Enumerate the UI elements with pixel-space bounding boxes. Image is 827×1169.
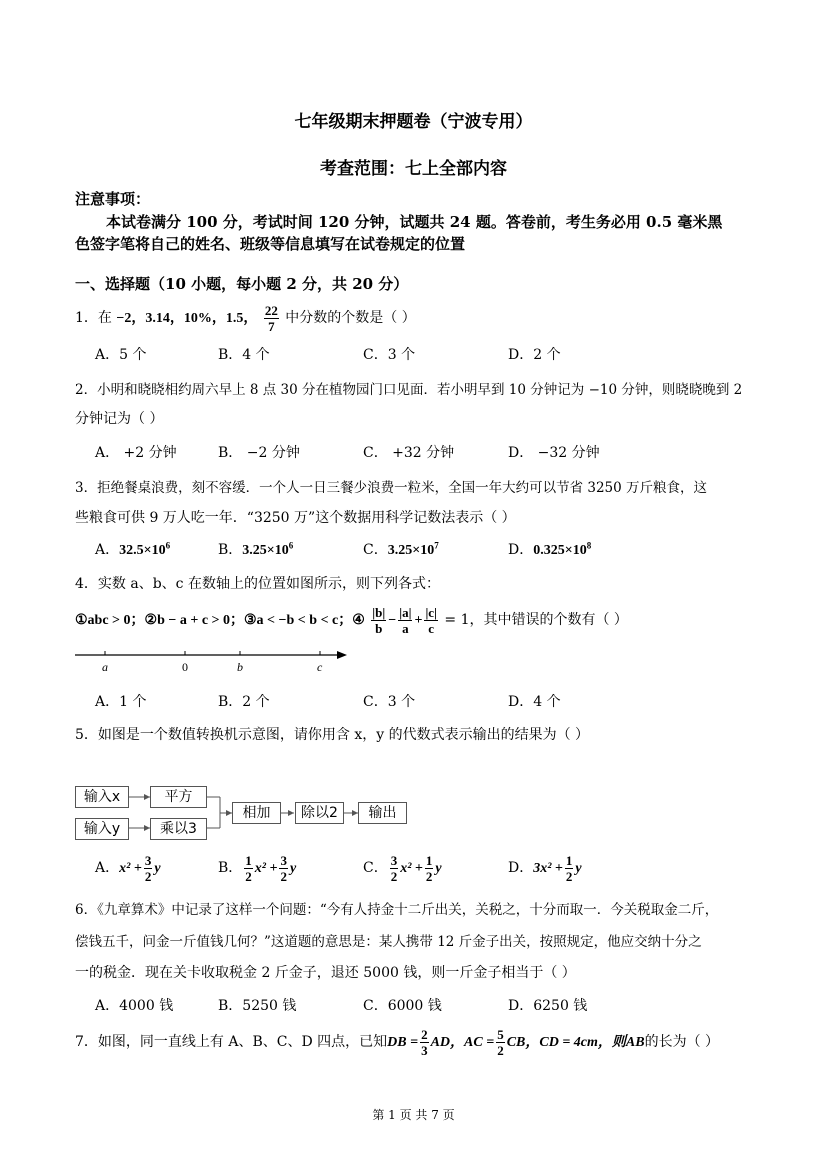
q3-line2: 些粮食可供 9 万人吃一年．“3250 万”这个数据用科学记数法表示（ ） [75, 510, 516, 526]
q3-line1: 3．拒绝餐桌浪费，刻不容缓．一个人一日三餐少浪费一粒米，全国一年大约可以节省 3250 万斤粮食，这 [75, 480, 708, 496]
notice-line1: 本试卷满分 100 分，考试时间 120 分钟，试题共 24 题。答卷前，考生务必用 0.5 毫米黑 [106, 213, 723, 231]
q3-option-b-base: 3.25×10 [242, 543, 289, 558]
q3-option-b-label: B． [218, 542, 243, 558]
q4-frac3 [424, 606, 438, 635]
q5-a-frac [144, 854, 153, 883]
q7-f2n: 5 [497, 1026, 504, 1042]
q3-option-d[interactable] [508, 539, 591, 559]
q6-option-a[interactable]: A．4000 钱 [95, 998, 174, 1014]
q7-p4: CB，CD = 4cm，则 [506, 1035, 626, 1050]
q4-s2: = 1，其中错误的个数有（ ） [444, 612, 628, 628]
q4-frac1-num: |b| [372, 604, 386, 620]
q5-a-post: y [154, 861, 161, 876]
question-1 [75, 300, 416, 336]
q1-option-c[interactable]: C．3 个 [363, 347, 416, 363]
q1-option-a[interactable]: A．5 个 [95, 347, 147, 363]
q1-frac-den: 7 [268, 318, 275, 334]
q5-option-d[interactable] [508, 850, 582, 886]
q5-c-frac2 [425, 854, 434, 883]
q2-option-a[interactable]: A． +2 分钟 [95, 445, 177, 461]
q6-option-c[interactable]: C．6000 钱 [363, 998, 442, 1014]
q5-c-label: C． [363, 860, 388, 876]
q6-line1: 6．《九章算术》中记录了这样一个问题：“今有人持金十二斤出关，关税之，十分而取一．今关税取金二斤， [75, 902, 719, 918]
label-a: a [102, 660, 108, 674]
q4-line1: 4．实数 a、b、c 在数轴上的位置如图所示，则下列各式： [75, 576, 440, 592]
q5-d-frac [565, 854, 574, 883]
q4-option-c[interactable]: C．3 个 [363, 694, 416, 710]
page-footer: 第 1 页 共 7 页 [372, 1108, 455, 1122]
q4-option-b[interactable]: B．2 个 [218, 694, 270, 710]
arrowhead-4 [288, 810, 294, 816]
q2-option-b[interactable]: B． −2 分钟 [218, 445, 300, 461]
box-div2: 除以2 [295, 802, 344, 824]
q2-line2: 分钟记为（ ） [75, 411, 164, 427]
box-output: 输出 [358, 802, 407, 824]
q5-c-fn2: 1 [425, 852, 433, 868]
q4-frac2-den: a [402, 620, 409, 636]
q1-suffix: 中分数的个数是（ ） [285, 310, 416, 326]
q3-option-a-exp: 6 [165, 540, 171, 551]
q5-d-post: y [575, 861, 582, 876]
q4-s1: ①abc > 0；②b − a + c > 0；③a < −b < b < c；④ [75, 613, 365, 628]
q4-frac1 [371, 606, 386, 635]
notice-line2: 色签字笔将自己的姓名、班级等信息填写在试卷规定的位置 [75, 235, 466, 253]
q5-c-post: y [435, 861, 442, 876]
q5-a-fd: 2 [144, 868, 152, 884]
q3-option-b[interactable] [218, 539, 293, 559]
q2-line1: 2．小明和晓晓相约周六早上 8 点 30 分在植物园门口见面．若小明早到 10 分钟记为 −10 分钟，则晓晓晚到 2 [75, 382, 743, 398]
q5-a-label: A． [95, 860, 120, 876]
q6-option-b[interactable]: B．5250 钱 [218, 998, 297, 1014]
q5-option-a[interactable] [95, 850, 161, 886]
q5-d-fd: 2 [565, 868, 573, 884]
q7-p1: 7．如图，同一直线上有 A、B、C、D 四点，已知 [75, 1034, 388, 1050]
q7-frac1 [420, 1028, 429, 1057]
box-add: 相加 [232, 802, 281, 824]
q2-option-d[interactable]: D． −32 分钟 [508, 445, 600, 461]
q3-option-d-base: 0.325×10 [533, 543, 587, 558]
q7-p2: DB = [387, 1035, 419, 1050]
q1-frac-num: 22 [264, 302, 278, 318]
label-c: c [317, 660, 323, 674]
q7-p6: 的长为（ ） [644, 1034, 720, 1050]
q1-fraction [264, 304, 279, 333]
q5-b-fn: 1 [245, 852, 252, 868]
q5-c-fd2: 2 [425, 868, 433, 884]
q3-option-a[interactable] [95, 539, 170, 559]
q3-option-c-label: C． [363, 542, 388, 558]
q5-c-mid: x² + [400, 861, 423, 876]
q5-b-mid: x² + [254, 861, 278, 876]
q6-line2: 偿钱五千，问金一斤值钱几何？”这道题的意思是：某人携带 12 斤金子出关，按照规定，他应交纳十分之 [75, 934, 702, 950]
q4-option-a[interactable]: A．1 个 [95, 694, 147, 710]
q6-line3: 一的税金．现在关卡收取税金 2 斤金子，退还 5000 钱，则一斤金子相当于（ ） [75, 965, 576, 981]
q5-b-post: y [289, 861, 297, 876]
q3-option-a-base: 32.5×10 [119, 543, 166, 558]
section-heading: 一、选择题（10 小题，每小题 2 分，共 20 分） [75, 275, 409, 293]
q4-frac1-den: b [375, 620, 383, 636]
q5-a-pre: x² + [119, 861, 142, 876]
q3-option-d-label: D． [508, 542, 534, 558]
q5-a-fn: 3 [144, 852, 152, 868]
q6-option-d[interactable]: D．6250 钱 [508, 998, 588, 1014]
page-subtitle: 考查范围：七上全部内容 [320, 159, 507, 179]
q5-c-fn: 3 [390, 852, 398, 868]
q3-option-d-exp: 8 [586, 540, 592, 551]
q5-b-fn2: 3 [280, 852, 287, 868]
number-line [75, 645, 355, 675]
q4-option-d[interactable]: D．4 个 [508, 694, 561, 710]
notice-heading: 注意事项： [75, 190, 151, 208]
q5-b-fd: 2 [245, 868, 252, 884]
q5-line1: 5．如图是一个数值转换机示意图，请你用含 x，y 的代数式表示输出的结果为（ ） [75, 727, 590, 743]
q1-option-b[interactable]: B．4 个 [218, 347, 270, 363]
box-input-x: 输入x [75, 786, 129, 808]
q3-option-c-base: 3.25×10 [387, 543, 435, 558]
q5-d-pre: 3x² + [533, 861, 563, 876]
page-title: 七年级期末押题卷（宁波专用） [294, 112, 533, 132]
q1-option-d[interactable]: D．2 个 [508, 347, 561, 363]
q7-frac2 [496, 1028, 505, 1057]
q5-d-label: D． [508, 860, 534, 876]
q7-f2d: 2 [497, 1042, 504, 1058]
q1-items: −2，3.14，10%，1.5， [116, 311, 258, 326]
question-7 [75, 1022, 719, 1062]
q3-option-c[interactable] [363, 539, 439, 559]
q7-p3: AD，AC = [430, 1035, 495, 1050]
box-input-y: 输入y [75, 818, 129, 840]
q4-frac3-num: |c| [425, 604, 437, 620]
q5-d-fn: 1 [565, 852, 573, 868]
box-square: 平方 [150, 786, 207, 808]
q4-statements: ①abc > 0；②b − a + c > 0；③a < −b < b < c；④ $\frac{|b|}{b}$ − $\frac{|a|}{a}$ + $\frac{|c|}{c}$ = 1，其中错误的个数有（ ） [75, 604, 628, 636]
box-times3: 乘以3 [150, 818, 207, 840]
number-line-arrow [337, 651, 347, 659]
q5-b-frac2 [279, 854, 288, 883]
q4-frac2-num: |a| [399, 604, 412, 620]
q5-c-fd: 2 [390, 868, 398, 884]
q2-option-c[interactable]: C． +32 分钟 [363, 445, 455, 461]
q5-b-label: B． [218, 860, 243, 876]
q7-f1n: 2 [421, 1026, 428, 1042]
q7-p5: AB [625, 1035, 645, 1050]
q5-c-frac1 [390, 854, 399, 883]
q4-frac2 [398, 606, 412, 635]
label-0: 0 [182, 660, 188, 674]
q3-option-c-exp: 7 [434, 540, 439, 551]
q1-prefix: 1．在 [75, 310, 112, 326]
q5-b-frac1 [244, 854, 253, 883]
q4-frac3-den: c [428, 620, 435, 636]
q5-option-b[interactable] [218, 850, 296, 886]
q7-f1d: 3 [421, 1042, 428, 1058]
q3-option-a-label: A． [95, 542, 120, 558]
q5-option-c[interactable] [363, 850, 442, 886]
label-b: b [237, 660, 243, 674]
q5-b-fd2: 2 [280, 868, 287, 884]
q3-option-b-exp: 6 [288, 540, 294, 551]
